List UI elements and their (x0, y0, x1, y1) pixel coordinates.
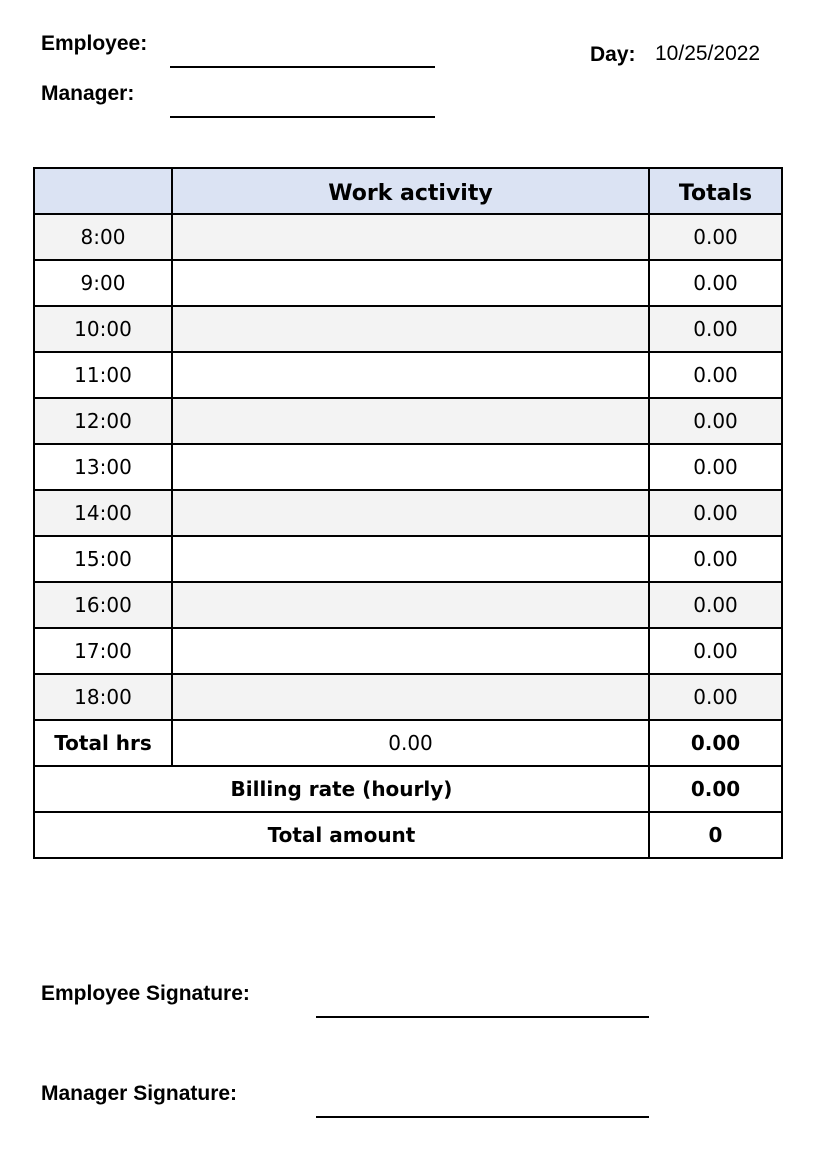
time-column-header (34, 168, 172, 214)
work-activity-cell[interactable] (172, 260, 649, 306)
time-cell: 17:00 (34, 628, 172, 674)
time-cell: 10:00 (34, 306, 172, 352)
timesheet-table (33, 167, 783, 859)
work-activity-cell[interactable] (172, 398, 649, 444)
table-row (34, 582, 782, 628)
work-activity-cell[interactable] (172, 306, 649, 352)
work-activity-cell[interactable] (172, 674, 649, 720)
employee-signature-field[interactable] (316, 1016, 649, 1018)
manager-signature-label: Manager Signature: (41, 1082, 238, 1105)
work-activity-cell[interactable] (172, 536, 649, 582)
table-row (34, 214, 782, 260)
manager-signature-field[interactable] (316, 1116, 649, 1118)
row-total-cell: 0.00 (649, 398, 782, 444)
table-row (34, 306, 782, 352)
work-activity-cell[interactable] (172, 352, 649, 398)
row-total-cell: 0.00 (649, 352, 782, 398)
work-activity-cell[interactable] (172, 628, 649, 674)
table-header-row (34, 168, 782, 214)
time-cell: 14:00 (34, 490, 172, 536)
billing-rate-row (34, 766, 782, 812)
manager-label: Manager: (41, 82, 135, 105)
time-cell: 11:00 (34, 352, 172, 398)
day-value[interactable]: 10/25/2022 (655, 42, 761, 65)
table-row (34, 398, 782, 444)
work-activity-cell[interactable] (172, 444, 649, 490)
table-row (34, 444, 782, 490)
totals-column-header: Totals (649, 168, 782, 214)
row-total-cell: 0.00 (649, 628, 782, 674)
billing-rate-value[interactable]: 0.00 (649, 766, 782, 812)
total-hrs-label: Total hrs (34, 720, 172, 766)
time-cell: 16:00 (34, 582, 172, 628)
total-hrs-total-value: 0.00 (649, 720, 782, 766)
table-row (34, 628, 782, 674)
work-activity-column-header: Work activity (172, 168, 649, 214)
total-amount-row (34, 812, 782, 858)
time-cell: 9:00 (34, 260, 172, 306)
manager-name-field[interactable] (170, 116, 435, 118)
total-amount-label: Total amount (34, 812, 649, 858)
time-cell: 13:00 (34, 444, 172, 490)
time-cell: 15:00 (34, 536, 172, 582)
row-total-cell: 0.00 (649, 214, 782, 260)
employee-label: Employee: (41, 32, 148, 55)
work-activity-cell[interactable] (172, 490, 649, 536)
billing-rate-label: Billing rate (hourly) (34, 766, 649, 812)
table-row (34, 536, 782, 582)
table-row (34, 352, 782, 398)
time-cell: 18:00 (34, 674, 172, 720)
day-label: Day: (590, 43, 636, 66)
row-total-cell: 0.00 (649, 536, 782, 582)
row-total-cell: 0.00 (649, 260, 782, 306)
employee-signature-label: Employee Signature: (41, 982, 250, 1005)
row-total-cell: 0.00 (649, 490, 782, 536)
row-total-cell: 0.00 (649, 444, 782, 490)
total-hrs-activity-value: 0.00 (172, 720, 649, 766)
work-activity-cell[interactable] (172, 214, 649, 260)
table-row (34, 674, 782, 720)
row-total-cell: 0.00 (649, 306, 782, 352)
total-hrs-row (34, 720, 782, 766)
time-cell: 12:00 (34, 398, 172, 444)
work-activity-cell[interactable] (172, 582, 649, 628)
time-cell: 8:00 (34, 214, 172, 260)
employee-name-field[interactable] (170, 66, 435, 68)
table-row (34, 490, 782, 536)
table-row (34, 260, 782, 306)
total-amount-value: 0 (649, 812, 782, 858)
row-total-cell: 0.00 (649, 674, 782, 720)
row-total-cell: 0.00 (649, 582, 782, 628)
